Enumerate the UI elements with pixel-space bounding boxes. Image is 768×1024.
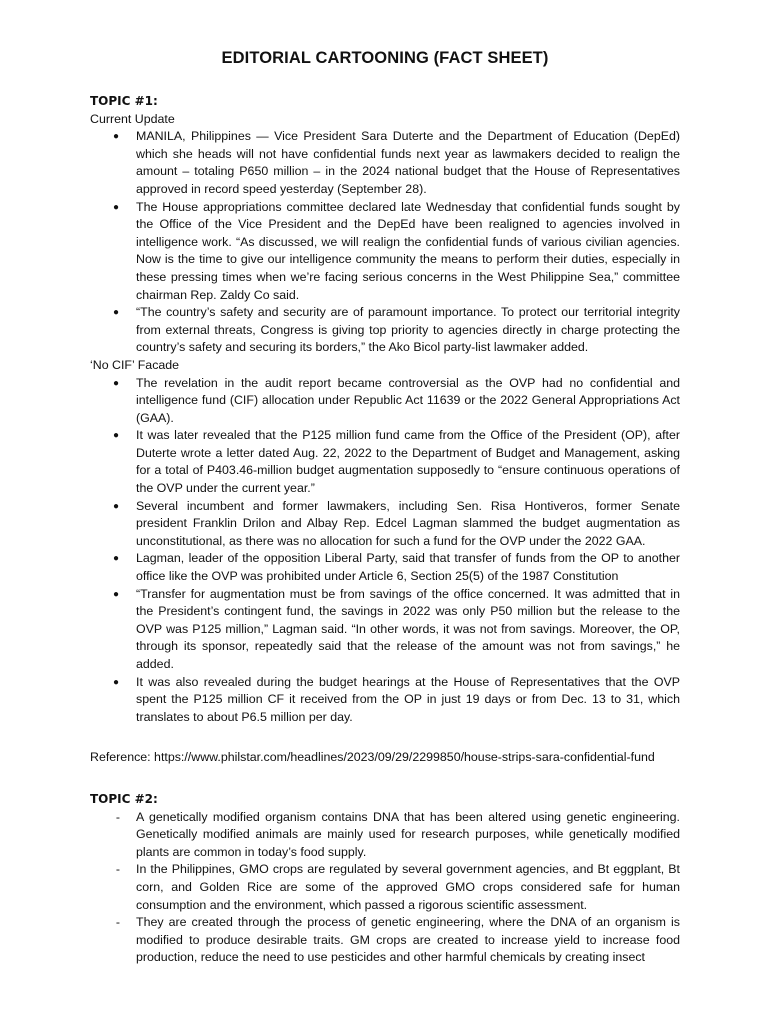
document-title: EDITORIAL CARTOONING (FACT SHEET) [221, 49, 549, 67]
topic-1-section [90, 93, 680, 726]
list-item: ● Lagman, leader of the opposition Liberal Party, said that transfer of funds from the OP to another office like the OVP was prohibited under Article 6, Section 25(5) of the 1987 Constitution [112, 551, 680, 584]
bullet-icon: ● [112, 131, 120, 143]
dash-icon: - [115, 862, 121, 877]
topic-2-section [90, 791, 680, 967]
list-item: ● MANILA, Philippines — Vice President Sara Duterte and the Department of Education (DepEd) which she heads will not have confidential funds next year as lawmakers decided to realign the amount – totaling P650 million – in the 2024 national budget that the House of Representatives approved in record speed yesterday (September 28). [112, 129, 680, 196]
bullet-icon: ● [112, 676, 120, 688]
bullet-icon: ● [112, 588, 120, 600]
list-item: ● It was also revealed during the budget hearings at the House of Representatives that the OVP spent the P125 million CF it received from the OP in just 19 days or from Dec. 13 to 31, which translates to about P6.5 million per day. [112, 674, 680, 724]
dash-icon: - [115, 915, 121, 930]
dash-icon: - [115, 809, 121, 824]
topic-1-heading: TOPIC #1: [90, 94, 158, 108]
list-item: ● “The country’s safety and security are of paramount importance. To protect our territorial integrity from external threats, Congress is giving top priority to agencies directly in charge protecting the country’s safety and securing its borders,” the Ako Bicol party-list lawmaker added. [112, 305, 680, 355]
list-item: - They are created through the process of genetic engineering, where the DNA of an organism is modified to produce desirable traits. GM crops are created to increase yield to increase food production, reduce the need to use pesticides and other harmful chemicals by creating insect [90, 914, 680, 967]
bullet-icon: ● [112, 500, 120, 512]
bullet-icon: ● [112, 201, 120, 213]
list-item: - A genetically modified organism contains DNA that has been altered using genetic engineering. Genetically modified animals are mainly used for research purposes, while genetically modified plants are common in today’s food supply. [90, 809, 680, 862]
bullet-icon: ● [112, 553, 120, 565]
no-cif-facade-subheading: ‘No CIF’ Facade [90, 357, 180, 372]
bullet-icon: ● [112, 377, 120, 389]
list-item: ● Several incumbent and former lawmakers, including Sen. Risa Hontiveros, former Senate president Franklin Drilon and Albay Rep. Edcel Lagman slammed the budget augmentation as unconstitutional, as there was no allocation for such a fund for the OVP under the 2022 GAA. [112, 498, 680, 548]
reference-line: Reference: https://www.philstar.com/headlines/2023/09/29/2299850/house-strips-sara-confidential-fund [90, 750, 655, 765]
current-update-subheading: Current Update [90, 111, 175, 126]
list-item: ● The House appropriations committee declared late Wednesday that confidential funds sought by the Office of the Vice President and the DepEd have been realigned to agencies involved in intelligence work. “As discussed, we will realign the confidential funds of various civilian agencies. Now is the time to give our intelligence community the means to perform their duties, especially in these pressing times when we’re facing serious concerns in the West Philippine Sea,” committee chairman Rep. Zaldy Co said. [112, 199, 680, 302]
list-item: ● It was later revealed that the P125 million fund came from the Office of the President (OP), after Duterte wrote a letter dated Aug. 22, 2022 to the Department of Budget and Management, asking for a total of P403.46-million budget augmentation supposedly to “ensure continuous operations of the OVP under the current year.” [112, 428, 680, 496]
no-cif-facade-list [90, 375, 680, 727]
list-item: - In the Philippines, GMO crops are regulated by several government agencies, and Bt eggplant, Bt corn, and Golden Rice are some of the approved GMO crops considered safe for human consumption and the environment, which passed a rigorous scientific assessment. [90, 861, 680, 914]
bullet-icon: ● [112, 307, 120, 319]
topic-2-list [90, 809, 680, 967]
current-update-list [90, 128, 680, 357]
list-item: ● “Transfer for augmentation must be from savings of the office concerned. It was admitted that in the President’s contingent fund, the savings in 2022 was only P50 million but the release to the OVP was P125 million,” Lagman said. “In other words, it was not from savings. Moreover, the OP, through its sponsor, repeatedly said that the release of the amount was not from savings,” he added. [112, 586, 680, 671]
list-item: ● The revelation in the audit report became controversial as the OVP had no confidential and intelligence fund (CIF) allocation under Republic Act 11639 or the 2022 General Appropriations Act (GAA). [112, 375, 680, 425]
topic-2-heading: TOPIC #2: [90, 791, 158, 806]
bullet-icon: ● [112, 430, 120, 442]
